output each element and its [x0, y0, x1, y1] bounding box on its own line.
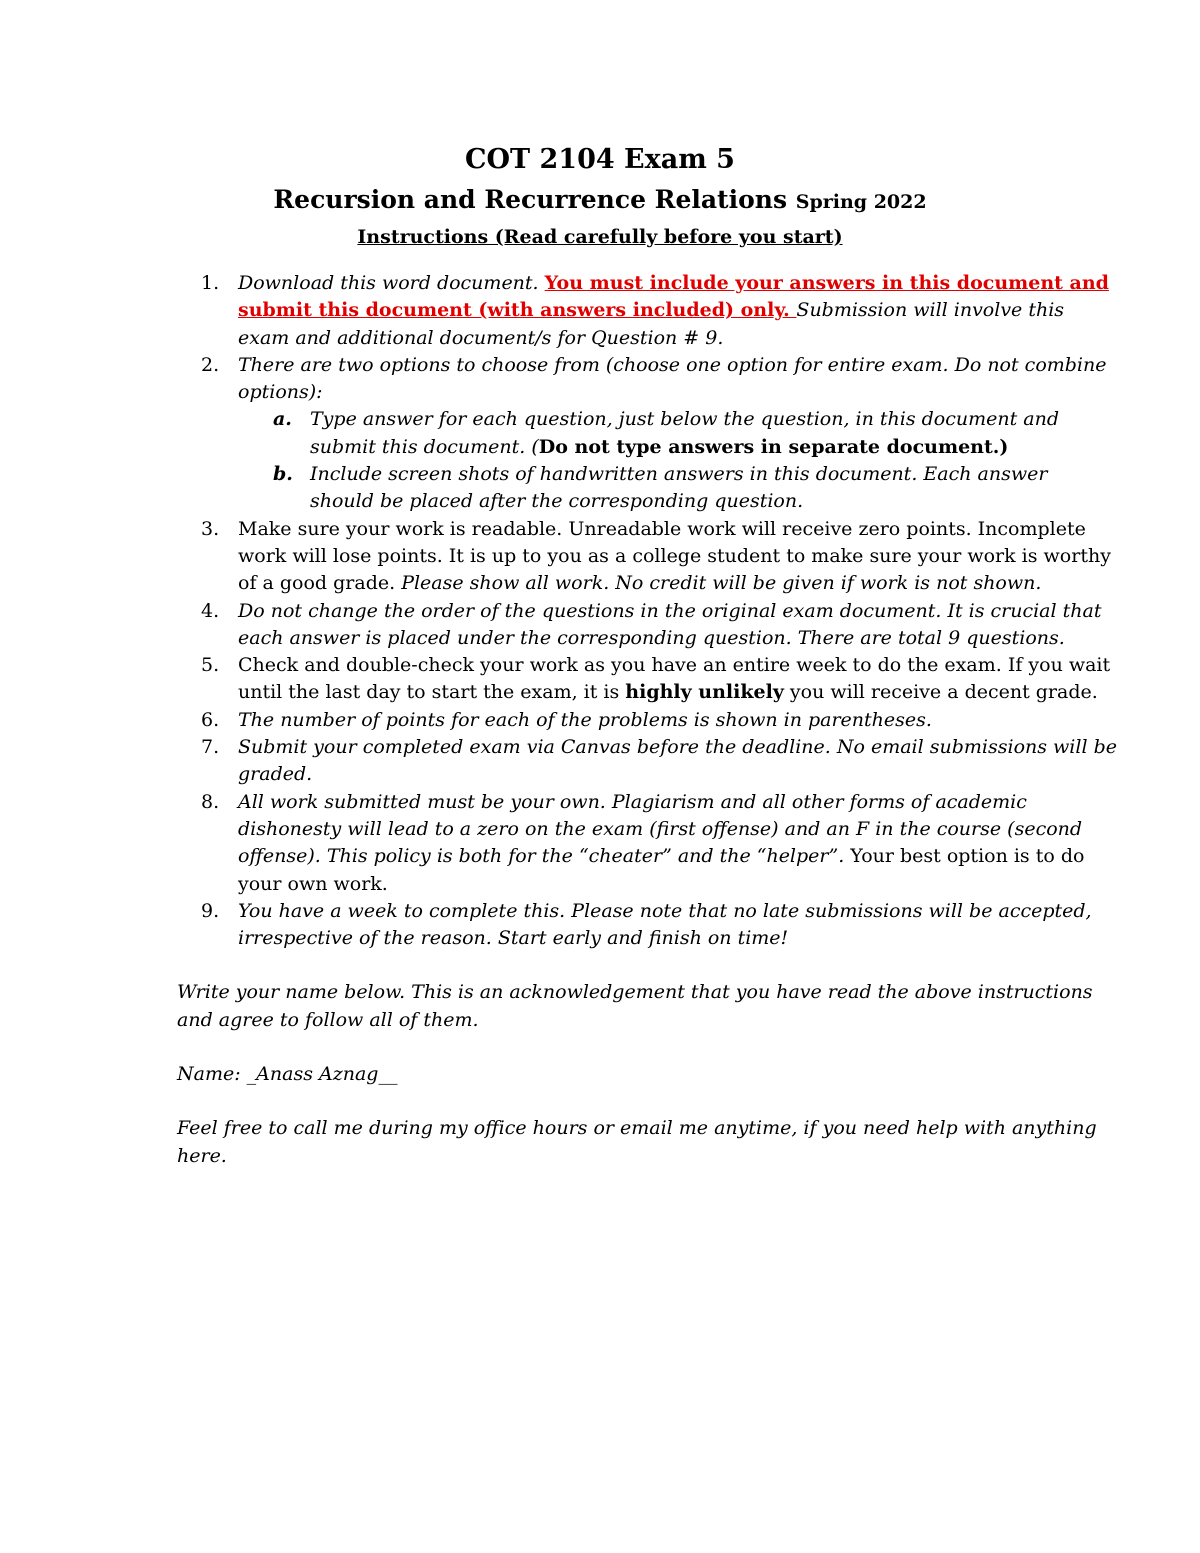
list-number: 6.: [201, 708, 220, 731]
list-item: [177, 270, 1117, 352]
item-text: Download this word document.: [238, 272, 545, 294]
item-text: There are two options to choose from (choose one option for entire exam. Do not combine options):: [238, 353, 1107, 404]
sub-list: [238, 406, 1117, 515]
list-item: [177, 898, 1117, 953]
item-text: Submission will involve this exam and additional document/s for Question # 9.: [238, 299, 1065, 349]
sub-list-item: [238, 406, 1117, 461]
list-item: [177, 652, 1117, 707]
list-item: [177, 789, 1117, 898]
list-number: 3.: [201, 517, 220, 540]
item-text: You have a week to complete this. Please note that no late submissions will be accepted, irrespective of the reason. Start early and finish on time!: [238, 899, 1092, 950]
list-number: 8.: [201, 790, 220, 813]
item-bold-text: highly unlikely: [625, 681, 784, 704]
instructions-list: [177, 270, 1117, 952]
list-number: 4.: [201, 599, 220, 622]
exam-subtitle: [0, 180, 1200, 222]
list-number: 1.: [201, 272, 220, 294]
sub-list-letter: a.: [273, 408, 292, 431]
sub-list-letter: b.: [273, 463, 293, 486]
item-text: Your best option is to do your own work.: [238, 845, 1085, 895]
name-line: Name: _Anass Aznag__: [177, 1063, 398, 1086]
document-body: [177, 270, 1117, 1170]
highlighted-requirement: You must include your answers in this document and submit this document (with answers included) only.: [238, 272, 1109, 322]
item-text: Make sure your work is readable. Unreadable work will receive zero points. Incomplete work will lose points. It is up to you as a college student to make sure your work is worthy of a good grade.: [238, 517, 1111, 595]
item-text: Type answer for each question, just below the question, in this document and submit this document. (: [310, 408, 1060, 458]
item-text: Submit your completed exam via Canvas before the deadline. No email submissions will be graded.: [238, 736, 1117, 786]
item-text: you will receive a decent grade.: [783, 681, 1098, 704]
list-number: 9.: [201, 899, 220, 922]
item-bold-text: Do not type answers in separate document.): [538, 435, 1009, 458]
sub-list-item: [238, 461, 1117, 516]
list-number: 5.: [201, 654, 220, 677]
instructions-heading: Instructions (Read carefully before you start): [357, 226, 843, 248]
exam-term: Spring 2022: [795, 191, 927, 213]
item-text: Include screen shots of handwritten answers in this document. Each answer should be placed after the corresponding question.: [310, 463, 1048, 513]
item-italic-text: Please show all work. No credit will be given if work is not shown.: [401, 572, 1042, 595]
item-text: The number of points for each of the problems is shown in parentheses.: [238, 708, 932, 731]
list-item: [177, 598, 1117, 653]
help-note: Feel free to call me during my office hours or email me anytime, if you need help with anything here.: [177, 1117, 1097, 1167]
item-italic-text: All work submitted must be your own. Plagiarism and all other forms of academic dishonesty will lead to a zero on the exam (first offense) and an F in the course (second offense). This policy is both for the “cheater” and the “helper”.: [238, 790, 1083, 868]
item-text: Check and double-check your work as you have an entire week to do the exam. If you wait until the last day to start the exam, it is: [238, 654, 1111, 704]
title-block: [0, 140, 1200, 252]
subtitle-text: Recursion and Recurrence Relations: [273, 185, 788, 214]
list-item: [177, 516, 1117, 598]
list-item: [177, 352, 1117, 516]
exam-title: COT 2104 Exam 5: [465, 144, 735, 175]
list-item: [177, 707, 1117, 734]
list-item: [177, 734, 1117, 789]
list-number: 2.: [201, 353, 220, 376]
acknowledgement-text: Write your name below. This is an acknowledgement that you have read the above instructions and agree to follow all of them.: [177, 981, 1093, 1031]
list-number: 7.: [201, 736, 220, 759]
item-text: Do not change the order of the questions in the original exam document. It is crucial that each answer is placed under the corresponding question. There are total 9 questions.: [238, 599, 1102, 649]
